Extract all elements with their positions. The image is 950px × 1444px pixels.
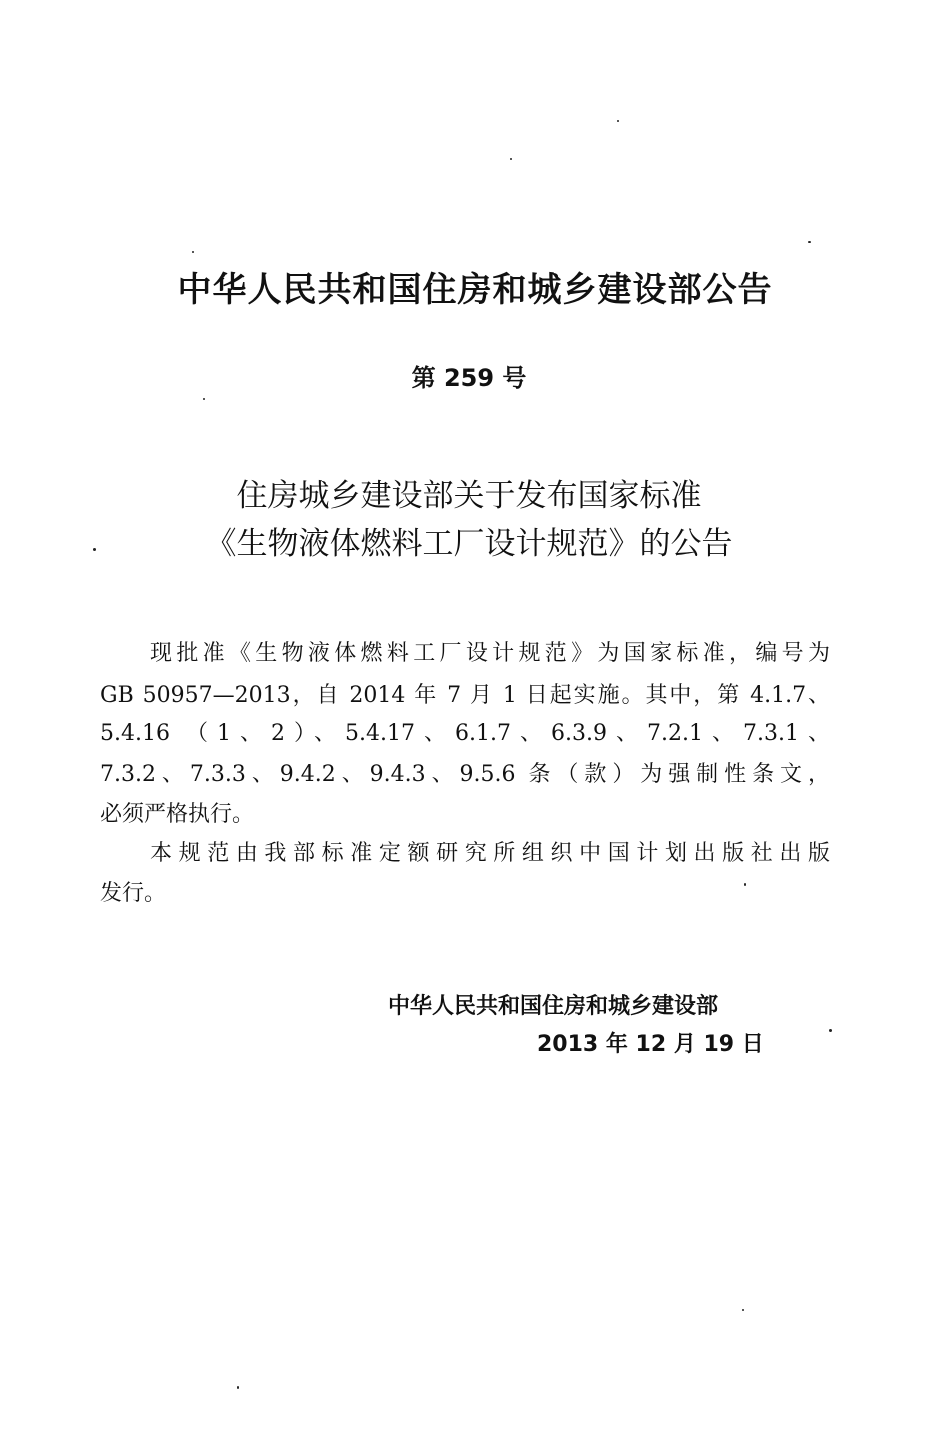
scan-speck — [617, 120, 619, 122]
paragraph-line: 7.3.2、7.3.3、9.4.2、9.4.3、9.5.6 条（款）为强制性条文， — [100, 762, 830, 787]
notice-title: 中华人民共和国住房和城乡建设部公告 — [177, 270, 773, 310]
paragraph-line: 必须严格执行。 — [100, 802, 255, 827]
scan-speck — [829, 1029, 832, 1032]
subject-line-1: 住房城乡建设部关于发布国家标准 — [236, 478, 702, 514]
paragraph-line: 发行。 — [100, 881, 167, 906]
scan-speck — [203, 398, 205, 400]
signature-organization: 中华人民共和国住房和城乡建设部 — [388, 994, 719, 1019]
scan-speck — [237, 1386, 239, 1389]
scan-speck — [744, 883, 746, 886]
paragraph-line: 现批准《生物液体燃料工厂设计规范》为国家标准，编号为 — [150, 641, 830, 666]
scan-speck — [510, 158, 512, 160]
paragraph-line: 本规范由我部标准定额研究所组织中国计划出版社出版 — [150, 841, 830, 866]
signature-date: 2013 年 12 月 19 日 — [537, 1032, 764, 1057]
notice-number: 第 259 号 — [411, 364, 527, 392]
paragraph-line: 5.4.16 （1、2）、5.4.17、6.1.7、6.3.9、7.2.1、7.3.1、 — [100, 721, 830, 746]
subject-line-2: 《生物液体燃料工厂设计规范》的公告 — [205, 526, 733, 562]
scan-speck — [93, 548, 96, 551]
scan-speck — [192, 251, 194, 253]
scan-speck — [742, 1309, 744, 1311]
scan-speck — [808, 241, 811, 243]
paragraph-line: GB 50957—2013，自 2014 年 7 月 1 日起实施。其中，第 4.1.7、 — [100, 683, 830, 708]
